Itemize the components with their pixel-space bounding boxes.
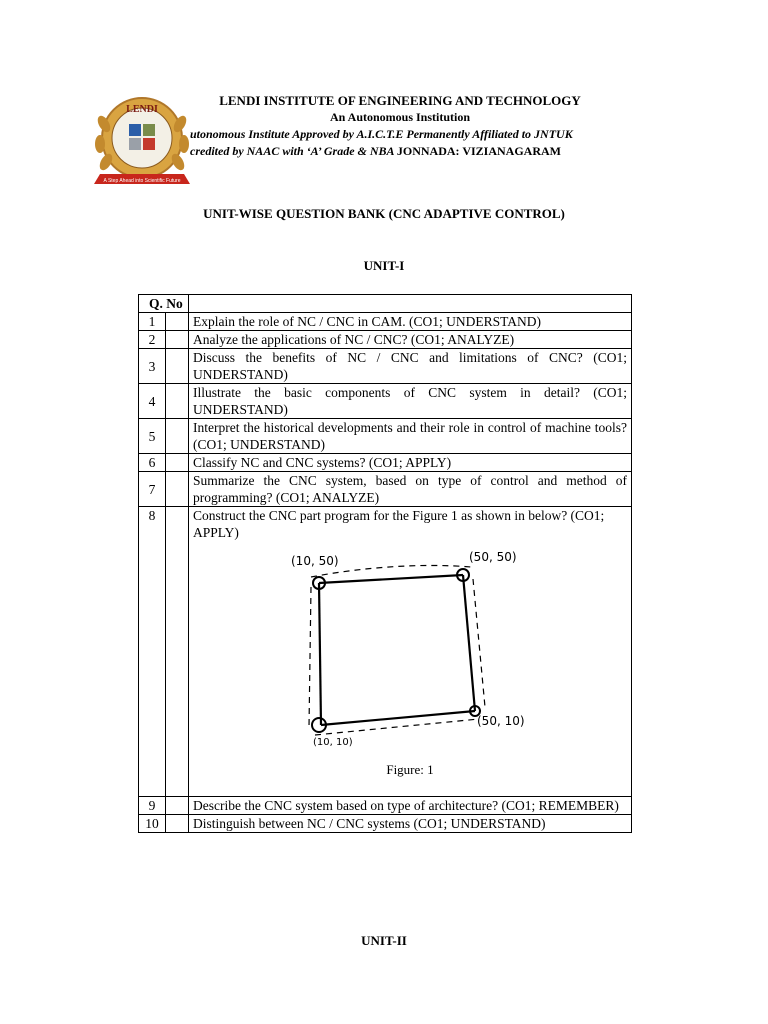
label-bottom-left: (10, 10) (313, 737, 353, 748)
blank-cell (166, 454, 189, 472)
question-text: Construct the CNC part program for the Figure 1 as shown in below? (CO1; APPLY) (193, 508, 605, 540)
table-row (139, 454, 632, 472)
table-row (139, 313, 632, 331)
table-header-row (139, 295, 632, 313)
blank-cell (166, 384, 189, 419)
blank-cell (166, 313, 189, 331)
label-bottom-right: (50, 10) (477, 714, 525, 728)
location-text: JONNADA: VIZIANAGARAM (396, 144, 561, 158)
table-row (139, 815, 632, 833)
square-path-figure (263, 547, 533, 757)
question-bank-title: UNIT-WISE QUESTION BANK (CNC ADAPTIVE CONTROL) (203, 206, 565, 221)
blank-cell (166, 507, 189, 797)
table-row (139, 384, 632, 419)
question-number: 10 (139, 815, 166, 833)
question-text: Interpret the historical developments and their role in control of machine tools? (CO1; UNDERSTAND) (189, 419, 632, 454)
blank-cell (166, 815, 189, 833)
accreditation-text: credited by NAAC with ‘A’ Grade & NBA (190, 144, 394, 158)
institute-logo (92, 94, 198, 192)
question-number: 4 (139, 384, 166, 419)
approval-line: utonomous Institute Approved by A.I.C.T.E Permanently Affiliated to JNTUK (190, 127, 573, 141)
question-number: 6 (139, 454, 166, 472)
logo-ribbon: A Step Ahead into Scientific Future (103, 178, 181, 184)
table-row (139, 349, 632, 384)
header-qno: Q. No (139, 295, 189, 313)
header-question (189, 295, 632, 313)
question-table (138, 294, 632, 833)
institute-name: LENDI INSTITUTE OF ENGINEERING AND TECHNOLOGY (219, 93, 581, 108)
question-number: 2 (139, 331, 166, 349)
institute-header (190, 92, 610, 160)
table-row (139, 472, 632, 507)
unit-ii-heading: UNIT-II (361, 933, 407, 948)
question-number: 8 (139, 507, 166, 797)
question-text: Describe the CNC system based on type of architecture? (CO1; REMEMBER) (189, 797, 632, 815)
blank-cell (166, 349, 189, 384)
question-text: Classify NC and CNC systems? (CO1; APPLY) (189, 454, 632, 472)
blank-cell (166, 331, 189, 349)
table-row (139, 797, 632, 815)
question-number: 5 (139, 419, 166, 454)
table-row (139, 419, 632, 454)
figure-caption: Figure: 1 (386, 762, 434, 777)
table-row (139, 507, 632, 797)
accreditation-line (190, 143, 610, 160)
question-with-figure (189, 507, 632, 797)
institute-subtitle: An Autonomous Institution (329, 110, 471, 124)
label-top-left: (10, 50) (291, 554, 339, 568)
blank-cell (166, 472, 189, 507)
logo-name: LENDI (126, 104, 158, 115)
question-text: Explain the role of NC / CNC in CAM. (CO1; UNDERSTAND) (189, 313, 632, 331)
question-number: 3 (139, 349, 166, 384)
unit-i-heading: UNIT-I (363, 258, 405, 273)
question-text: Discuss the benefits of NC / CNC and limitations of CNC? (CO1; UNDERSTAND) (189, 349, 632, 384)
label-top-right: (50, 50) (469, 550, 517, 564)
blank-cell (166, 419, 189, 454)
question-text: Illustrate the basic components of CNC system in detail? (CO1; UNDERSTAND) (189, 384, 632, 419)
table-row (139, 331, 632, 349)
question-text: Summarize the CNC system, based on type of control and method of programming? (CO1; ANALYZE) (189, 472, 632, 507)
question-number: 7 (139, 472, 166, 507)
question-text: Analyze the applications of NC / CNC? (CO1; ANALYZE) (189, 331, 632, 349)
question-number: 9 (139, 797, 166, 815)
question-text: Distinguish between NC / CNC systems (CO1; UNDERSTAND) (189, 815, 632, 833)
blank-cell (166, 797, 189, 815)
question-number: 1 (139, 313, 166, 331)
